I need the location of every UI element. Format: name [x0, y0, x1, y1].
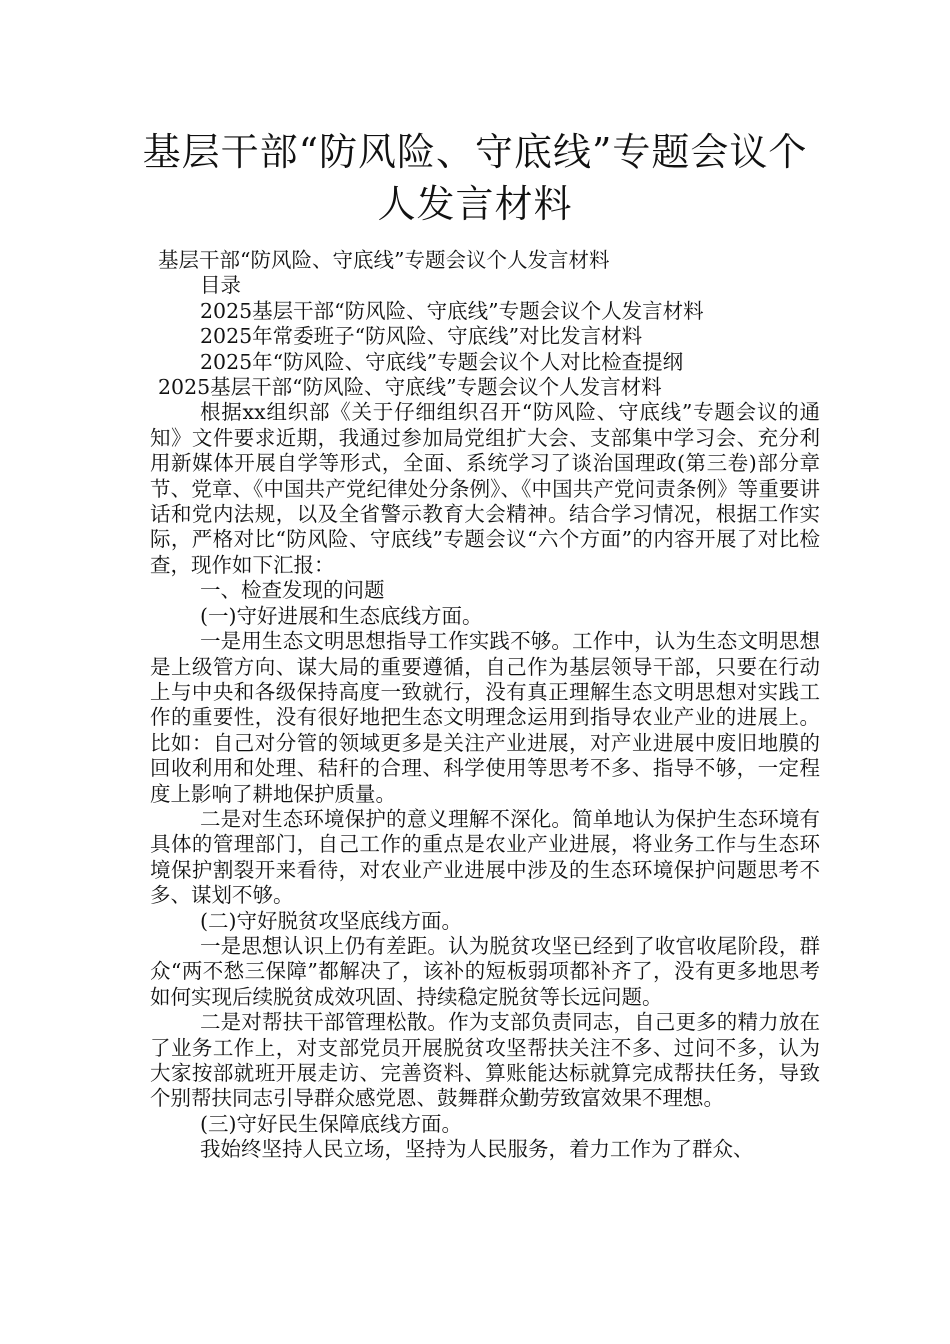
toc-item: 2025基层干部“防风险、守底线”专题会议个人发言材料	[200, 298, 704, 323]
section-heading: 一、检查发现的问题	[200, 578, 385, 603]
body-paragraph: 一是用生态文明思想指导工作实践不够。工作中，认为生态文明思想是上级管方向、谋大局的重要遵循，自己作为基层领导干部，只要在行动上与中央和各级保持高度一致就行，没有真正理解生态文明思想对实践工作的重要性，没有很好地把生态文明理念运用到指导农业产业的进展上。比如：自己对分管的领域更多是关注产业进展，对产业进展中废旧地膜的回收利用和处理、秸秆的合理、科学使用等思考不多、指导不够，一定程度上影响了耕地保护质量。	[150, 629, 820, 806]
section-title: 2025基层干部“防风险、守底线”专题会议个人发言材料	[158, 375, 662, 400]
toc-item: 2025年“防风险、守底线”专题会议个人对比检查提纲	[200, 349, 684, 374]
title-line-1: 基层干部“防风险、守底线”专题会议个	[142, 130, 808, 174]
document-body	[150, 248, 820, 1163]
document-title	[130, 126, 820, 230]
toc-heading: 目录	[200, 273, 241, 298]
document-subtitle: 基层干部“防风险、守底线”专题会议个人发言材料	[158, 248, 610, 272]
body-paragraph: 二是对生态环境保护的意义理解不深化。简单地认为保护生态环境有具体的管理部门，自己工作的重点是农业产业进展，将业务工作与生态环境保护割裂开来看待，对农业产业进展中涉及的生态环境保护问题思考不多、谋划不够。	[150, 806, 820, 908]
body-paragraph: 根据xx组织部《关于仔细组织召开“防风险、守底线”专题会议的通知》文件要求近期，我通过参加局党组扩大会、支部集中学习会、充分利用新媒体开展自学等形式，全面、系统学习了谈治国理政(第三卷)部分章节、党章、《中国共产党纪律处分条例》、《中国共产党问责条例》等重要讲话和党内法规，以及全省警示教育大会精神。结合学习情况，根据工作实际，严格对比“防风险、守底线”专题会议“六个方面”的内容开展了对比检查，现作如下汇报：	[150, 400, 820, 577]
body-paragraph: 二是对帮扶干部管理松散。作为支部负责同志，自己更多的精力放在了业务工作上，对支部党员开展脱贫攻坚帮扶关注不多、过问不多，认为大家按部就班开展走访、完善资料、算账能达标就算完成帮扶任务，导致个别帮扶同志引导群众感党恩、鼓舞群众勤劳致富效果不理想。	[150, 1010, 820, 1111]
body-paragraph: 一是思想认识上仍有差距。认为脱贫攻坚已经到了收官收尾阶段，群众“两不愁三保障”都解决了，该补的短板弱项都补齐了，没有更多地思考如何实现后续脱贫成效巩固、持续稳定脱贫等长远问题。	[150, 933, 820, 1009]
subsection-heading: (三)守好民生保障底线方面。	[200, 1111, 462, 1136]
subsection-heading: (二)守好脱贫攻坚底线方面。	[200, 908, 462, 933]
toc-item: 2025年常委班子“防风险、守底线”对比发言材料	[200, 324, 643, 349]
subsection-heading: (一)守好进展和生态底线方面。	[200, 603, 483, 628]
title-line-2: 人发言材料	[377, 182, 573, 226]
body-paragraph: 我始终坚持人民立场，坚持为人民服务，着力工作为了群众、	[200, 1137, 754, 1162]
